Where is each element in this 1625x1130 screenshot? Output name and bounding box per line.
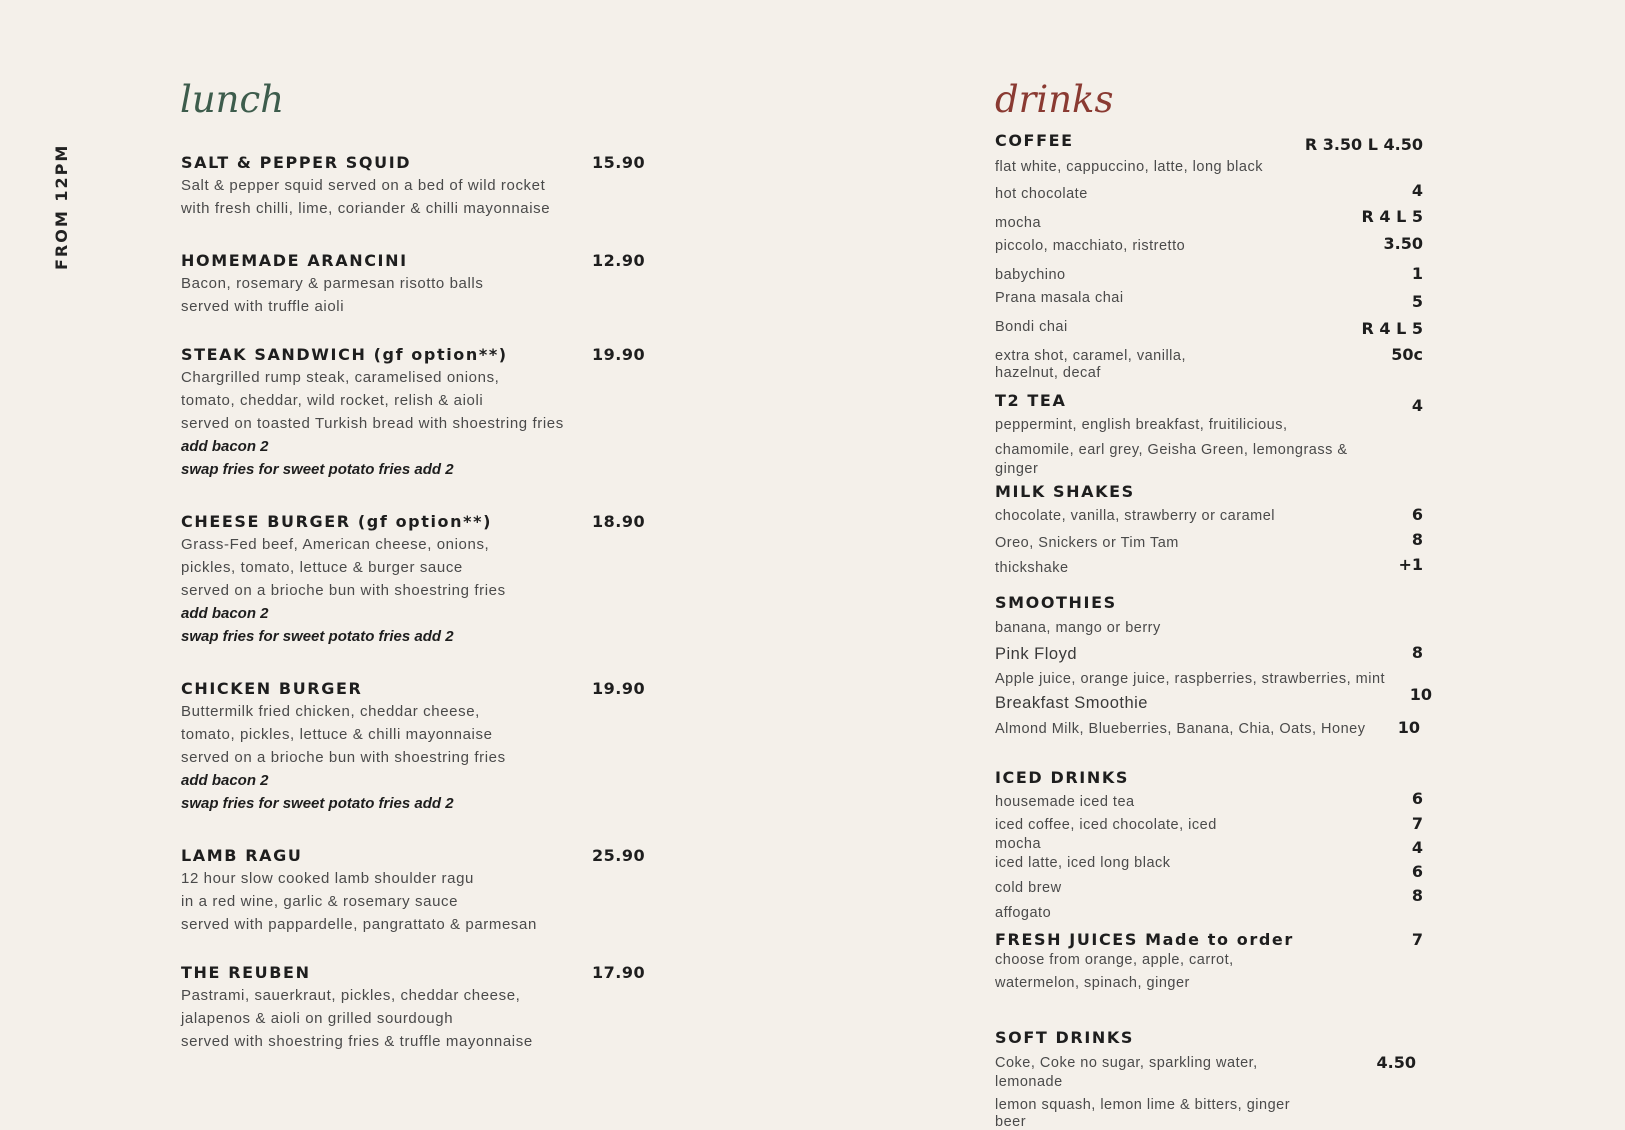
item-name: SALT & PEPPER SQUID (181, 153, 412, 172)
drinks-title: drinks (995, 78, 1114, 121)
drink-row: thickshake (995, 560, 1069, 576)
drink-row: banana, mango or berry (995, 620, 1161, 636)
item-desc: Bacon, rosemary & parmesan risotto balls (181, 275, 484, 292)
drink-price: R 4 L 5 (1361, 319, 1423, 338)
item-name: THE REUBEN (181, 963, 311, 982)
section-heading: T2 TEA (995, 391, 1067, 410)
lunch-title: lunch (180, 78, 285, 121)
drink-price: 1 (1411, 264, 1423, 283)
drink-price: 4 (1411, 181, 1423, 200)
item-desc: Pastrami, sauerkraut, pickles, cheddar cheese, (181, 987, 521, 1004)
item-desc: in a red wine, garlic & rosemary sauce (181, 893, 459, 910)
item-desc: served on toasted Turkish bread with shoestring fries (181, 415, 564, 432)
item-desc: tomato, pickles, lettuce & chilli mayonnaise (181, 726, 493, 743)
drink-row: Oreo, Snickers or Tim Tam (995, 535, 1179, 551)
drink-row: chamomile, earl grey, Geisha Green, lemongrass & (995, 442, 1348, 458)
section-heading: ICED DRINKS (995, 768, 1129, 787)
drink-row: hot chocolate (995, 186, 1088, 202)
item-name: STEAK SANDWICH (gf option**) (181, 345, 508, 364)
item-price: 19.90 (592, 345, 646, 364)
drink-row: iced coffee, iced chocolate, iced (995, 817, 1217, 833)
section-heading: MILK SHAKES (995, 482, 1135, 501)
item-extra: swap fries for sweet potato fries add 2 (181, 795, 454, 812)
item-extra: add bacon 2 (181, 772, 269, 789)
drink-row: Coke, Coke no sugar, sparkling water, (995, 1055, 1258, 1071)
item-desc: Buttermilk fried chicken, cheddar cheese, (181, 703, 480, 720)
item-desc: served with truffle aioli (181, 298, 345, 315)
drink-row: mocha (995, 836, 1042, 852)
drink-row: peppermint, english breakfast, fruitilicious, (995, 417, 1288, 433)
item-price: 17.90 (592, 963, 646, 982)
drink-row: iced latte, iced long black (995, 855, 1171, 871)
item-desc: Grass-Fed beef, American cheese, onions, (181, 536, 490, 553)
drink-price: 4 (1411, 396, 1423, 415)
drink-row: affogato (995, 905, 1052, 921)
drink-row: Apple juice, orange juice, raspberries, strawberries, mint (995, 671, 1386, 687)
item-extra: add bacon 2 (181, 605, 269, 622)
item-desc: served with shoestring fries & truffle mayonnaise (181, 1033, 533, 1050)
drink-row: babychino (995, 267, 1066, 283)
drink-row: chocolate, vanilla, strawberry or caramel (995, 508, 1275, 524)
drink-price: +1 (1398, 555, 1423, 574)
item-desc: served on a brioche bun with shoestring fries (181, 749, 506, 766)
item-desc: tomato, cheddar, wild rocket, relish & aioli (181, 392, 484, 409)
drink-price: 7 (1411, 814, 1423, 833)
drink-row: watermelon, spinach, ginger (995, 975, 1190, 991)
drink-price: R 4 L 5 (1361, 207, 1423, 226)
item-price: 19.90 (592, 679, 646, 698)
section-heading: FRESH JUICES Made to order (995, 930, 1294, 949)
drink-row: piccolo, macchiato, ristretto (995, 238, 1186, 254)
section-heading: SMOOTHIES (995, 593, 1117, 612)
drink-price: 50c (1391, 345, 1423, 364)
item-name: CHICKEN BURGER (181, 679, 363, 698)
drink-price: 6 (1411, 505, 1423, 524)
drink-price: 6 (1411, 789, 1423, 808)
item-name: HOMEMADE ARANCINI (181, 251, 408, 270)
drink-name: Pink Floyd (995, 645, 1078, 663)
drink-price: 3.50 (1383, 234, 1423, 253)
item-desc: served on a brioche bun with shoestring fries (181, 582, 506, 599)
drink-row: choose from orange, apple, carrot, (995, 952, 1234, 968)
item-name: LAMB RAGU (181, 846, 303, 865)
drink-row: lemon squash, lemon lime & bitters, ginger (995, 1097, 1291, 1113)
size-prices: R 3.50 L 4.50 (1304, 135, 1423, 154)
drink-price: 8 (1411, 886, 1423, 905)
drink-price: 8 (1411, 530, 1423, 549)
drink-price: 4 (1411, 838, 1423, 857)
drink-price: 10 (1397, 718, 1420, 737)
drink-price: 4.50 (1376, 1053, 1416, 1072)
drink-row: beer (995, 1114, 1027, 1130)
drink-row: Bondi chai (995, 319, 1068, 335)
item-desc: Salt & pepper squid served on a bed of wild rocket (181, 177, 546, 194)
drink-row: housemade iced tea (995, 794, 1135, 810)
drink-row: flat white, cappuccino, latte, long black (995, 159, 1263, 175)
serving-time-label: FROM 12PM (52, 143, 71, 270)
drink-price: 8 (1411, 643, 1423, 662)
item-price: 12.90 (592, 251, 646, 270)
drink-price: 10 (1409, 685, 1432, 704)
section-heading: SOFT DRINKS (995, 1028, 1135, 1047)
item-extra: add bacon 2 (181, 438, 269, 455)
drink-row: extra shot, caramel, vanilla, (995, 348, 1186, 364)
item-price: 15.90 (592, 153, 646, 172)
item-desc: served with pappardelle, pangrattato & parmesan (181, 916, 537, 933)
item-extra: swap fries for sweet potato fries add 2 (181, 628, 454, 645)
item-extra: swap fries for sweet potato fries add 2 (181, 461, 454, 478)
drink-row: Prana masala chai (995, 290, 1124, 306)
item-desc: jalapenos & aioli on grilled sourdough (181, 1010, 454, 1027)
item-name: CHEESE BURGER (gf option**) (181, 512, 492, 531)
item-desc: 12 hour slow cooked lamb shoulder ragu (181, 870, 474, 887)
item-price: 18.90 (592, 512, 646, 531)
drink-name: Breakfast Smoothie (995, 694, 1148, 712)
drink-row: cold brew (995, 880, 1062, 896)
drink-row: mocha (995, 215, 1042, 231)
drink-price: 5 (1411, 292, 1423, 311)
item-desc: with fresh chilli, lime, coriander & chilli mayonnaise (181, 200, 551, 217)
drink-row: lemonade (995, 1074, 1063, 1090)
item-desc: pickles, tomato, lettuce & burger sauce (181, 559, 463, 576)
item-desc: Chargrilled rump steak, caramelised onions, (181, 369, 500, 386)
drink-price: 6 (1411, 862, 1423, 881)
drink-row: ginger (995, 461, 1039, 477)
item-price: 25.90 (592, 846, 646, 865)
drink-row: hazelnut, decaf (995, 365, 1101, 381)
section-heading: COFFEE (995, 131, 1074, 150)
drink-price: 7 (1411, 930, 1423, 949)
drink-row: Almond Milk, Blueberries, Banana, Chia, Oats, Honey (995, 721, 1366, 737)
